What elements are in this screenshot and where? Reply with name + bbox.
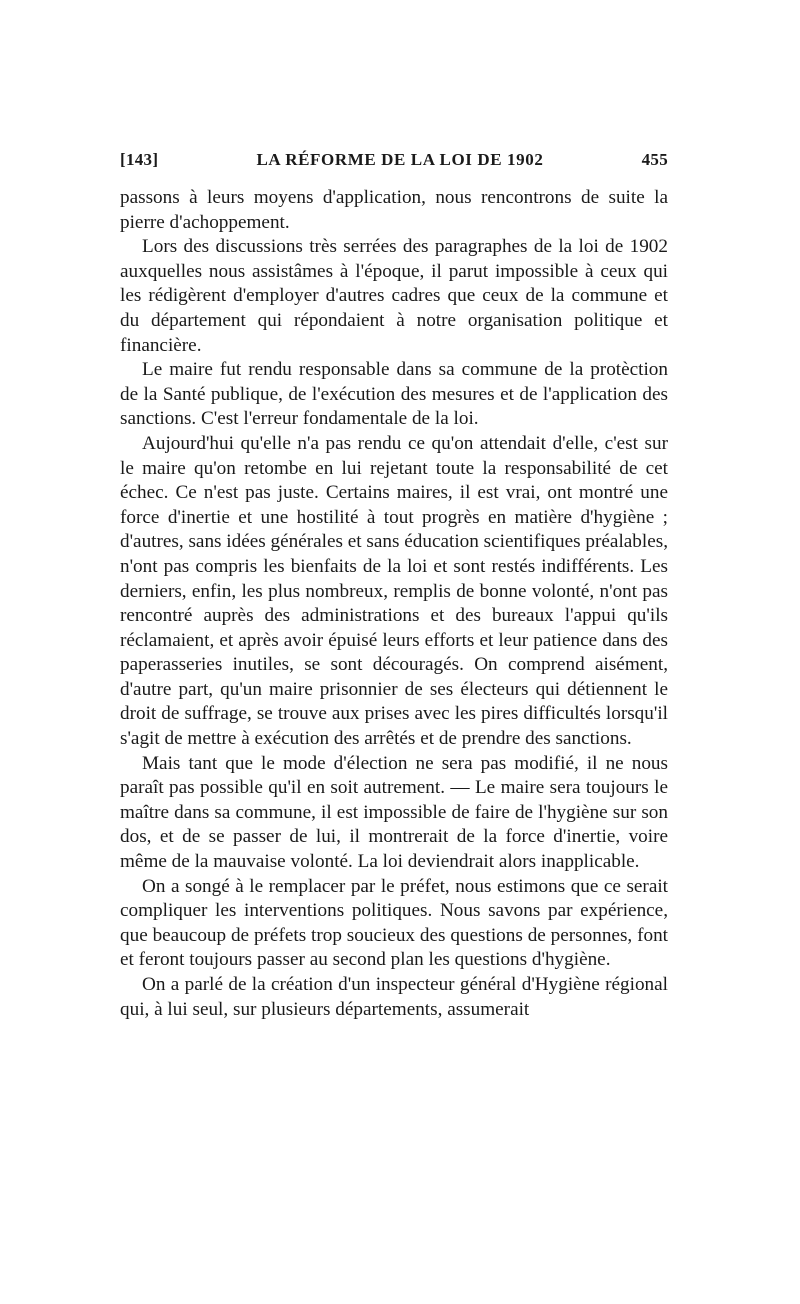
paragraph: Aujourd'hui qu'elle n'a pas rendu ce qu'on attendait d'elle, c'est sur le maire qu'on retombe en lui rejetant toute la responsabilité de cet échec. Ce n'est pas juste. Certains maires, il est vrai, ont montré une force d'inertie et une hostilité à tout progrès en matière d'hygiène ; d'autres, sans idées générales et sans éducation scientifiques préalables, n'ont pas compris les bienfaits de la loi et sont restés indifférents. Les derniers, enfin, les plus nombreux, remplis de bonne volonté, n'ont pas rencontré auprès des administrations et des bureaux l'appui qu'ils réclamaient, et après avoir épuisé leurs efforts et leur patience dans des paperasseries inutiles, se sont découragés. On comprend aisément, d'autre part, qu'un maire prisonnier de ses électeurs qui détiennent le droit de suffrage, se trouve aux prises avec les pires difficultés lorsqu'il s'agit de mettre à exécution des arrêtés et de prendre des sanctions. xyxy=(120,432,668,750)
running-title: LA RÉFORME DE LA LOI DE 1902 xyxy=(256,150,544,169)
paragraph: Mais tant que le mode d'élection ne sera pas modifié, il ne nous paraît pas possible qu'il en soit autrement. — Le maire sera toujours le maître dans sa commune, il est impossible de faire de l'hygiène sur son dos, et de se passer de lui, il montrerait de la force d'inertie, voire même de la mauvaise volonté. La loi deviendrait alors inapplicable. xyxy=(120,752,668,873)
paragraph: Lors des discussions très serrées des paragraphes de la loi de 1902 auxquelles nous assistâmes à l'époque, il parut impossible à ceux qui les rédigèrent d'employer d'autres cadres que ceux de la commune et du département qui répondaient à notre organisation politique et financière. xyxy=(120,236,668,356)
section-reference: [143] xyxy=(120,150,159,169)
book-page xyxy=(120,150,668,1022)
paragraph: On a songé à le remplacer par le préfet, nous estimons que ce serait compliquer les interventions politiques. Nous savons par expérience, que beaucoup de préfets trop soucieux des questions de personnes, font et feront toujours passer au second plan les questions d'hygiène. xyxy=(120,875,668,971)
paragraph: On a parlé de la création d'un inspecteur général d'Hygiène régional qui, à lui seul, sur plusieurs départements, assumerait xyxy=(120,974,668,1020)
paragraph-continuation: passons à leurs moyens d'application, nous rencontrons de suite la pierre d'achoppement. xyxy=(120,187,668,233)
page-number: 455 xyxy=(641,150,668,169)
running-header xyxy=(120,150,668,176)
page-body xyxy=(120,186,668,1022)
paragraph: Le maire fut rendu responsable dans sa commune de la protèction de la Santé publique, de l'exécution des mesures et de l'application des sanctions. C'est l'erreur fondamentale de la loi. xyxy=(120,359,668,430)
